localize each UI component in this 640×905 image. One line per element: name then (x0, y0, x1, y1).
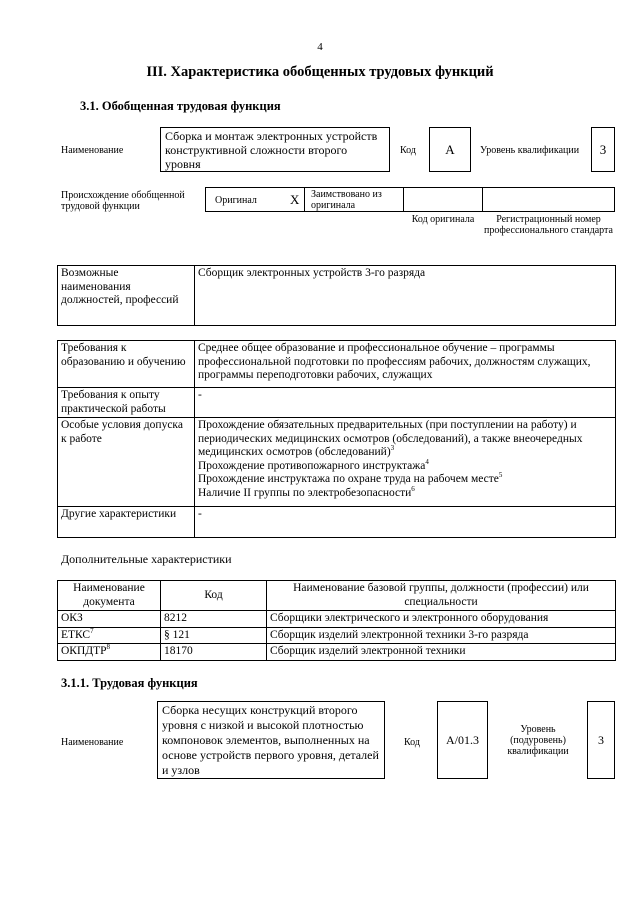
subsection-title: 3.1. Обобщенная трудовая функция (80, 99, 281, 113)
additional-header-doc: Наименование документа (58, 581, 161, 611)
table-row (58, 418, 616, 507)
table-row (58, 644, 616, 661)
req-special-label: Особые условия допуска к работе (58, 418, 195, 507)
additional-header-name: Наименование базовой группы, должности (профессии) или специальности (267, 581, 616, 611)
tf-title: 3.1.1. Трудовая функция (61, 676, 198, 690)
origin-code-cell (403, 187, 483, 212)
requirements-table (57, 340, 616, 538)
req-education-value: Среднее общее образование и профессиональное обучение – программы профессиональной подготовки по профессиям рабочих, должностям служащих, программы переподготовки рабочих, служащих (195, 341, 616, 388)
tf-level-label: Уровень (подуровень) квалификации (507, 724, 569, 757)
req-experience-label: Требования к опыту практической работы (58, 388, 195, 418)
origin-reg-cell (482, 187, 615, 212)
gtf-name-label: Наименование (61, 145, 124, 156)
gtf-code-label: Код (400, 145, 416, 156)
origin-reg-caption: Регистрационный номер профессионального стандарта (484, 214, 613, 236)
origin-borrowed-label: Заимствовано из оригинала (311, 189, 382, 211)
additional-table (57, 580, 616, 661)
gtf-name-box (160, 127, 390, 172)
additional-header-code: Код (161, 581, 267, 611)
table-row (58, 266, 616, 326)
gtf-level-box (591, 127, 615, 172)
req-special-line: Прохождение противопожарного инструктажа$^4$ (198, 457, 429, 472)
req-special-line: Прохождение инструктажа по охране труда на рабочем месте$^5$ (198, 471, 503, 485)
additional-code: 18170 (161, 644, 267, 661)
origin-original-cell (205, 187, 305, 212)
additional-doc: ОКЗ (58, 611, 161, 628)
table-row (58, 388, 616, 418)
req-special-value (195, 418, 616, 507)
table-row (58, 341, 616, 388)
additional-name: Сборщик изделий электронной техники 3-го разряда (267, 627, 616, 644)
tf-code-box (437, 701, 488, 779)
req-other-value: - (195, 507, 616, 538)
tf-level-box (587, 701, 615, 779)
req-other-label: Другие характеристики (58, 507, 195, 538)
table-row (58, 581, 616, 611)
gtf-level-value: 3 (599, 141, 607, 157)
page-number: 4 (317, 41, 323, 53)
gtf-code-box (429, 127, 471, 172)
gtf-code-value: А (445, 141, 455, 157)
additional-code: 8212 (161, 611, 267, 628)
tf-level-value: 3 (598, 732, 604, 747)
additional-title: Дополнительные характеристики (61, 552, 232, 566)
tf-name-box (157, 701, 385, 779)
origin-original-mark: Х (290, 192, 300, 207)
tf-name-label: Наименование (61, 737, 124, 748)
additional-name: Сборщики электрического и электронного оборудования (267, 611, 616, 628)
origin-code-caption: Код оригинала (411, 214, 475, 225)
gtf-level-label: Уровень квалификации (480, 145, 580, 156)
origin-borrowed-cell (304, 187, 404, 212)
req-special-line: Прохождение обязательных предварительных (при поступлении на работу) и периодических медицинских осмотров (обследований), а также внеочередных медицинских осмотров (обследований)$^3$ (198, 419, 583, 458)
additional-doc: ЕТКС$^7$ (58, 627, 161, 644)
positions-label: Возможные наименования должностей, профессий (58, 266, 195, 326)
table-row (58, 611, 616, 628)
tf-code-value: А/01.3 (446, 732, 479, 747)
req-experience-value: - (195, 388, 616, 418)
req-education-label: Требования к образованию и обучению (58, 341, 195, 388)
additional-name: Сборщик изделий электронной техники (267, 644, 616, 661)
req-special-line: Наличие II группы по электробезопасности$^6$ (198, 484, 415, 499)
positions-table (57, 265, 616, 326)
additional-doc: ОКПДТР$^8$ (58, 644, 161, 661)
section-title: III. Характеристика обобщенных трудовых функций (146, 64, 494, 80)
positions-value: Сборщик электронных устройств 3-го разряда (195, 266, 616, 326)
tf-code-label: Код (404, 737, 420, 748)
origin-original-label: Оригинал (215, 195, 257, 206)
table-row (58, 627, 616, 644)
gtf-name-value: Сборка и монтаж электронных устройств конструктивной сложности второго уровня (165, 129, 378, 171)
origin-label: Происхождение обобщенной трудовой функции (61, 190, 185, 212)
tf-name-value: Сборка несущих конструкций второго уровня с низкой и высокой плотностью компоновок элементов, выполненных на основе устройств первого уровня, деталей и узлов (162, 703, 379, 777)
table-row (58, 507, 616, 538)
additional-code: § 121 (161, 627, 267, 644)
